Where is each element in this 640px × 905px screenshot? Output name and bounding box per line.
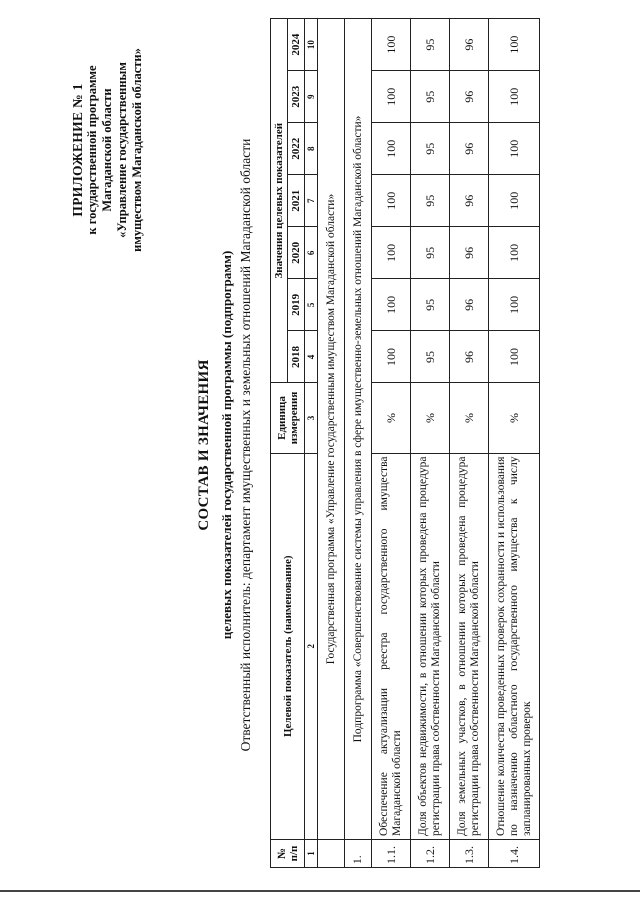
column-index: 10	[305, 19, 318, 71]
header-year: 2019	[288, 279, 305, 331]
appendix-line: Магаданской области	[100, 88, 114, 212]
row-value: 100	[372, 279, 411, 331]
row-name: Доля земельных участков, в отношении которых проведена процедура регистрации права собственности Магаданской области	[450, 453, 489, 839]
appendix-header	[70, 20, 145, 280]
table-row	[450, 19, 489, 868]
table-row	[489, 19, 540, 868]
column-index: 8	[305, 123, 318, 175]
header-unit: Единица измерения	[271, 383, 305, 453]
indicators-table-wrapper	[270, 18, 540, 868]
row-value: 95	[411, 123, 450, 175]
header-num: № п/п	[271, 839, 305, 867]
row-value: 100	[489, 71, 540, 123]
header-year: 2022	[288, 123, 305, 175]
header-year: 2021	[288, 175, 305, 227]
row-value: 100	[372, 175, 411, 227]
page-bottom-border	[0, 890, 640, 892]
row-value: 96	[450, 331, 489, 383]
row-unit: %	[489, 383, 540, 453]
column-index: 5	[305, 279, 318, 331]
header-year: 2020	[288, 227, 305, 279]
column-index: 6	[305, 227, 318, 279]
header-values: Значения целевых показателей	[271, 19, 288, 383]
row-num: 1.3.	[450, 839, 489, 867]
row-value: 96	[450, 71, 489, 123]
table-row	[372, 19, 411, 868]
row-value: 95	[411, 331, 450, 383]
row-num: 1.1.	[372, 839, 411, 867]
column-index: 1	[305, 839, 318, 867]
document-title: СОСТАВ И ЗНАЧЕНИЯ	[196, 359, 212, 531]
column-index: 4	[305, 331, 318, 383]
subprogram-num: 1.	[345, 839, 372, 867]
row-unit: %	[411, 383, 450, 453]
row-value: 96	[450, 175, 489, 227]
header-year: 2018	[288, 331, 305, 383]
document-subtitle: целевых показателей государственной программы (подпрограмм)	[219, 250, 234, 640]
row-value: 96	[450, 227, 489, 279]
column-index-row	[305, 19, 318, 868]
rotated-page	[18, 10, 628, 880]
row-value: 96	[450, 279, 489, 331]
row-value: 100	[372, 71, 411, 123]
column-index: 9	[305, 71, 318, 123]
row-value: 95	[411, 175, 450, 227]
header-name: Целевой показатель (наименование)	[271, 453, 305, 839]
row-value: 100	[489, 227, 540, 279]
row-name: Отношение количества проведенных проверок сохранности и использования по назначению областного государственного имущества к числу запланированных проверок	[489, 453, 540, 839]
row-value: 96	[450, 123, 489, 175]
row-value: 95	[411, 227, 450, 279]
row-value: 100	[489, 331, 540, 383]
row-value: 100	[372, 331, 411, 383]
row-value: 100	[372, 19, 411, 71]
appendix-line: «Управление государственным	[115, 62, 129, 238]
row-value: 95	[411, 279, 450, 331]
subprogram-row	[345, 19, 372, 868]
row-value: 100	[489, 279, 540, 331]
row-name: Доля объектов недвижимости, в отношении которых проведена процедура регистрации права собственности Магаданской области	[411, 453, 450, 839]
row-value: 95	[411, 71, 450, 123]
row-value: 100	[372, 227, 411, 279]
row-value: 96	[450, 19, 489, 71]
indicators-table	[270, 18, 540, 868]
appendix-line: имуществом Магаданской области»	[130, 48, 144, 252]
column-index: 3	[305, 383, 318, 453]
row-name: Обеспечение актуализации реестра государственного имущества Магаданской области	[372, 453, 411, 839]
header-year: 2024	[288, 19, 305, 71]
row-value: 100	[489, 175, 540, 227]
appendix-title: ПРИЛОЖЕНИЕ № 1	[70, 83, 85, 217]
column-index: 2	[305, 453, 318, 839]
program-num	[318, 839, 345, 867]
row-unit: %	[372, 383, 411, 453]
responsible-executor: Ответственный исполнитель: департамент имущественных и земельных отношений Магаданской области	[238, 138, 253, 752]
row-value: 100	[372, 123, 411, 175]
row-value: 100	[489, 19, 540, 71]
appendix-line: к государственной программе	[85, 65, 99, 235]
row-value: 95	[411, 19, 450, 71]
program-row	[318, 19, 345, 868]
header-year: 2023	[288, 71, 305, 123]
row-num: 1.4.	[489, 839, 540, 867]
subprogram-title: Подпрограмма «Совершенствование системы управления в сфере имущественно-земельных отношений Магаданской области»	[345, 19, 372, 840]
table-row	[411, 19, 450, 868]
document-heading	[196, 10, 254, 880]
row-num: 1.2.	[411, 839, 450, 867]
row-unit: %	[450, 383, 489, 453]
column-index: 7	[305, 175, 318, 227]
program-title: Государственная программа «Управление государственным имуществом Магаданской области»	[318, 19, 345, 840]
row-value: 100	[489, 123, 540, 175]
